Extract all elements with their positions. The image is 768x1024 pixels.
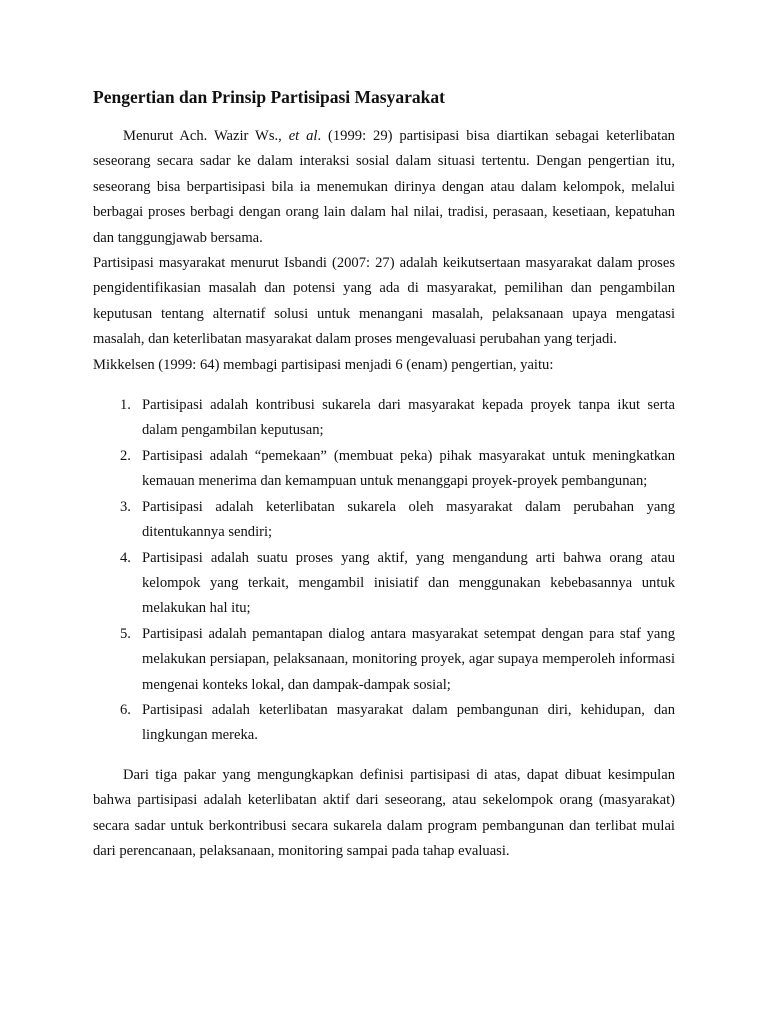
list-item — [93, 622, 675, 698]
list-item — [93, 698, 675, 749]
list-item-text: Partisipasi adalah keterlibatan sukarela oleh masyarakat dalam perubahan yang ditentukannya sendiri; — [142, 498, 675, 541]
list-item-number: 4. — [120, 549, 131, 566]
list-item-number: 1. — [120, 397, 131, 414]
list-item-text: Partisipasi adalah keterlibatan masyarakat dalam pembangunan diri, kehidupan, dan lingkungan mereka. — [142, 701, 675, 744]
paragraph-wazir — [93, 124, 675, 251]
paragraph-wazir-after: . (1999: 29) partisipasi bisa diartikan sebagai keterlibatan seseorang secara sadar ke dalam interaksi sosial dalam situasi tertentu. Dengan pengertian itu, seseorang bisa berpartisipasi bila ia menemukan dirinya dengan atau dalam kelompok, melalui berbagai proses berbagi dengan orang lain dalam hal nilai, tradisi, perasaan, kesetiaan, kepatuhan dan tanggungjawab bersama. — [93, 128, 675, 246]
list-item-text: Partisipasi adalah pemantapan dialog antara masyarakat setempat dengan para staf yang melakukan persiapan, pelaksanaan, monitoring proyek, agar supaya memperoleh informasi mengenai konteks lokal, dan dampak-dampak sosial; — [142, 625, 675, 693]
paragraph-conclusion: Dari tiga pakar yang mengungkapkan definisi partisipasi di atas, dapat dibuat kesimpulan bahwa partisipasi adalah keterlibatan aktif dari seseorang, atau sekelompok orang (masyarakat) secara sadar untuk berkontribusi secara sukarela dalam program pembangunan dan terlibat mulai dari perencanaan, pelaksanaan, monitoring sampai pada tahap evaluasi. — [93, 766, 675, 859]
list-item — [93, 546, 675, 622]
list-item-number: 5. — [120, 625, 131, 642]
paragraph-isbandi: Partisipasi masyarakat menurut Isbandi (2007: 27) adalah keikutsertaan masyarakat dalam proses pengidentifikasian masalah dan potensi yang ada di masyarakat, pemilihan dan pengambilan keputusan tentang alternatif solusi untuk menangani masalah, pelaksanaan upaya mengatasi masalah, dan keterlibatan masyarakat dalam proses mengevaluasi perubahan yang terjadi. — [93, 255, 675, 348]
list-item — [93, 444, 675, 495]
paragraph-wazir-before: Menurut Ach. Wazir Ws., — [123, 128, 289, 144]
paragraph-mikkelsen: Mikkelsen (1999: 64) membagi partisipasi menjadi 6 (enam) pengertian, yaitu: — [93, 356, 554, 373]
list-item-number: 6. — [120, 701, 131, 718]
list-item-text: Partisipasi adalah “pemekaan” (membuat peka) pihak masyarakat untuk meningkatkan kemauan menerima dan kemampuan untuk menanggapi proyek-proyek pembangunan; — [142, 447, 675, 490]
document-page — [93, 86, 675, 864]
list-item — [93, 393, 675, 444]
mikkelsen-definition-list — [93, 393, 675, 749]
list-item-number: 2. — [120, 447, 131, 464]
list-item-text: Partisipasi adalah kontribusi sukarela dari masyarakat kepada proyek tanpa ikut serta dalam pengambilan keputusan; — [142, 397, 675, 439]
paragraph-wazir-et-al: et al — [288, 128, 318, 144]
list-item — [93, 495, 675, 546]
list-item-number: 3. — [120, 498, 131, 515]
list-item-text: Partisipasi adalah suatu proses yang aktif, yang mengandung arti bahwa orang atau kelompok yang terkait, mengambil inisiatif dan menggunakan kebebasannya untuk melakukan hal itu; — [142, 549, 675, 617]
document-title: Pengertian dan Prinsip Partisipasi Masyarakat — [93, 87, 445, 107]
